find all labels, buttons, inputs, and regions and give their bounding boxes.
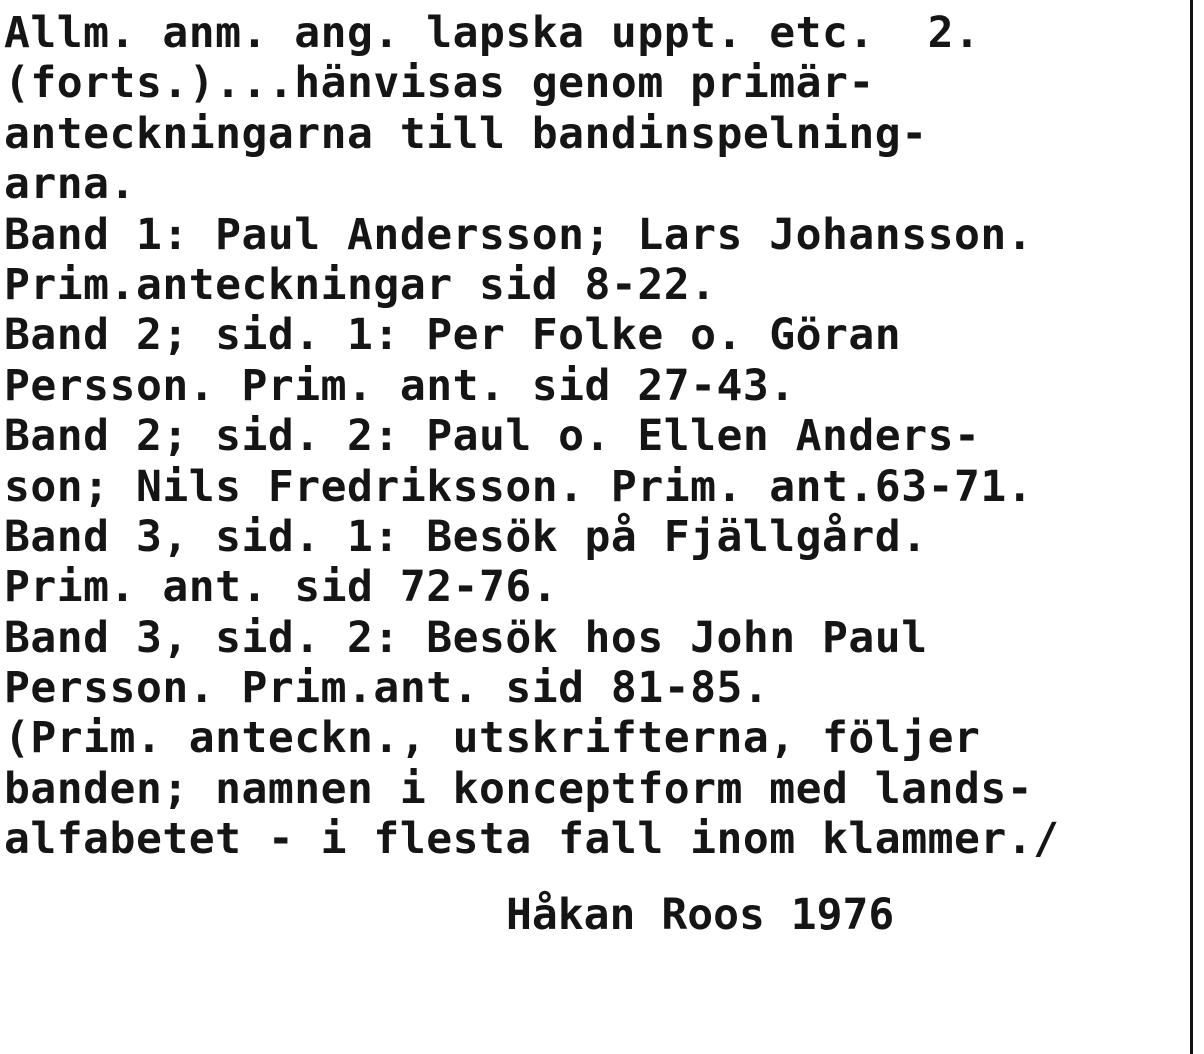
text-line: Persson. Prim. ant. sid 27-43. (4, 360, 796, 411)
text-line: (forts.)...hänvisas genom primär- (4, 58, 875, 109)
text-line: Band 3, sid. 1: Besök på Fjällgård. (4, 511, 928, 562)
text-line: Persson. Prim.ant. sid 81-85. (4, 663, 770, 714)
typed-text-body (4, 8, 1060, 865)
text-line: Band 3, sid. 2: Besök hos John Paul (4, 612, 928, 663)
card-edge-line (1190, 0, 1193, 1054)
text-line: Allm. anm. ang. lapska uppt. etc. 2. (4, 8, 981, 58)
text-line: anteckningarna till bandinspelning- (4, 108, 928, 159)
text-line: Prim. ant. sid 72-76. (4, 562, 559, 613)
text-line: Band 1: Paul Andersson; Lars Johansson. (4, 209, 1034, 260)
signature-line: Håkan Roos 1976 (506, 890, 895, 940)
text-line: Band 2; sid. 1: Per Folke o. Göran (4, 310, 902, 361)
text-line: banden; namnen i konceptform med lands- (4, 763, 1034, 814)
text-line: (Prim. anteckn., utskrifterna, följer (4, 713, 981, 764)
text-line: arna. (4, 159, 136, 210)
text-line: son; Nils Fredriksson. Prim. ant.63-71. (4, 461, 1034, 512)
text-line: Band 2; sid. 2: Paul o. Ellen Anders- (4, 411, 981, 462)
text-line: alfabetet - i flesta fall inom klammer./ (4, 814, 1060, 865)
text-line: Prim.anteckningar sid 8-22. (4, 259, 717, 310)
